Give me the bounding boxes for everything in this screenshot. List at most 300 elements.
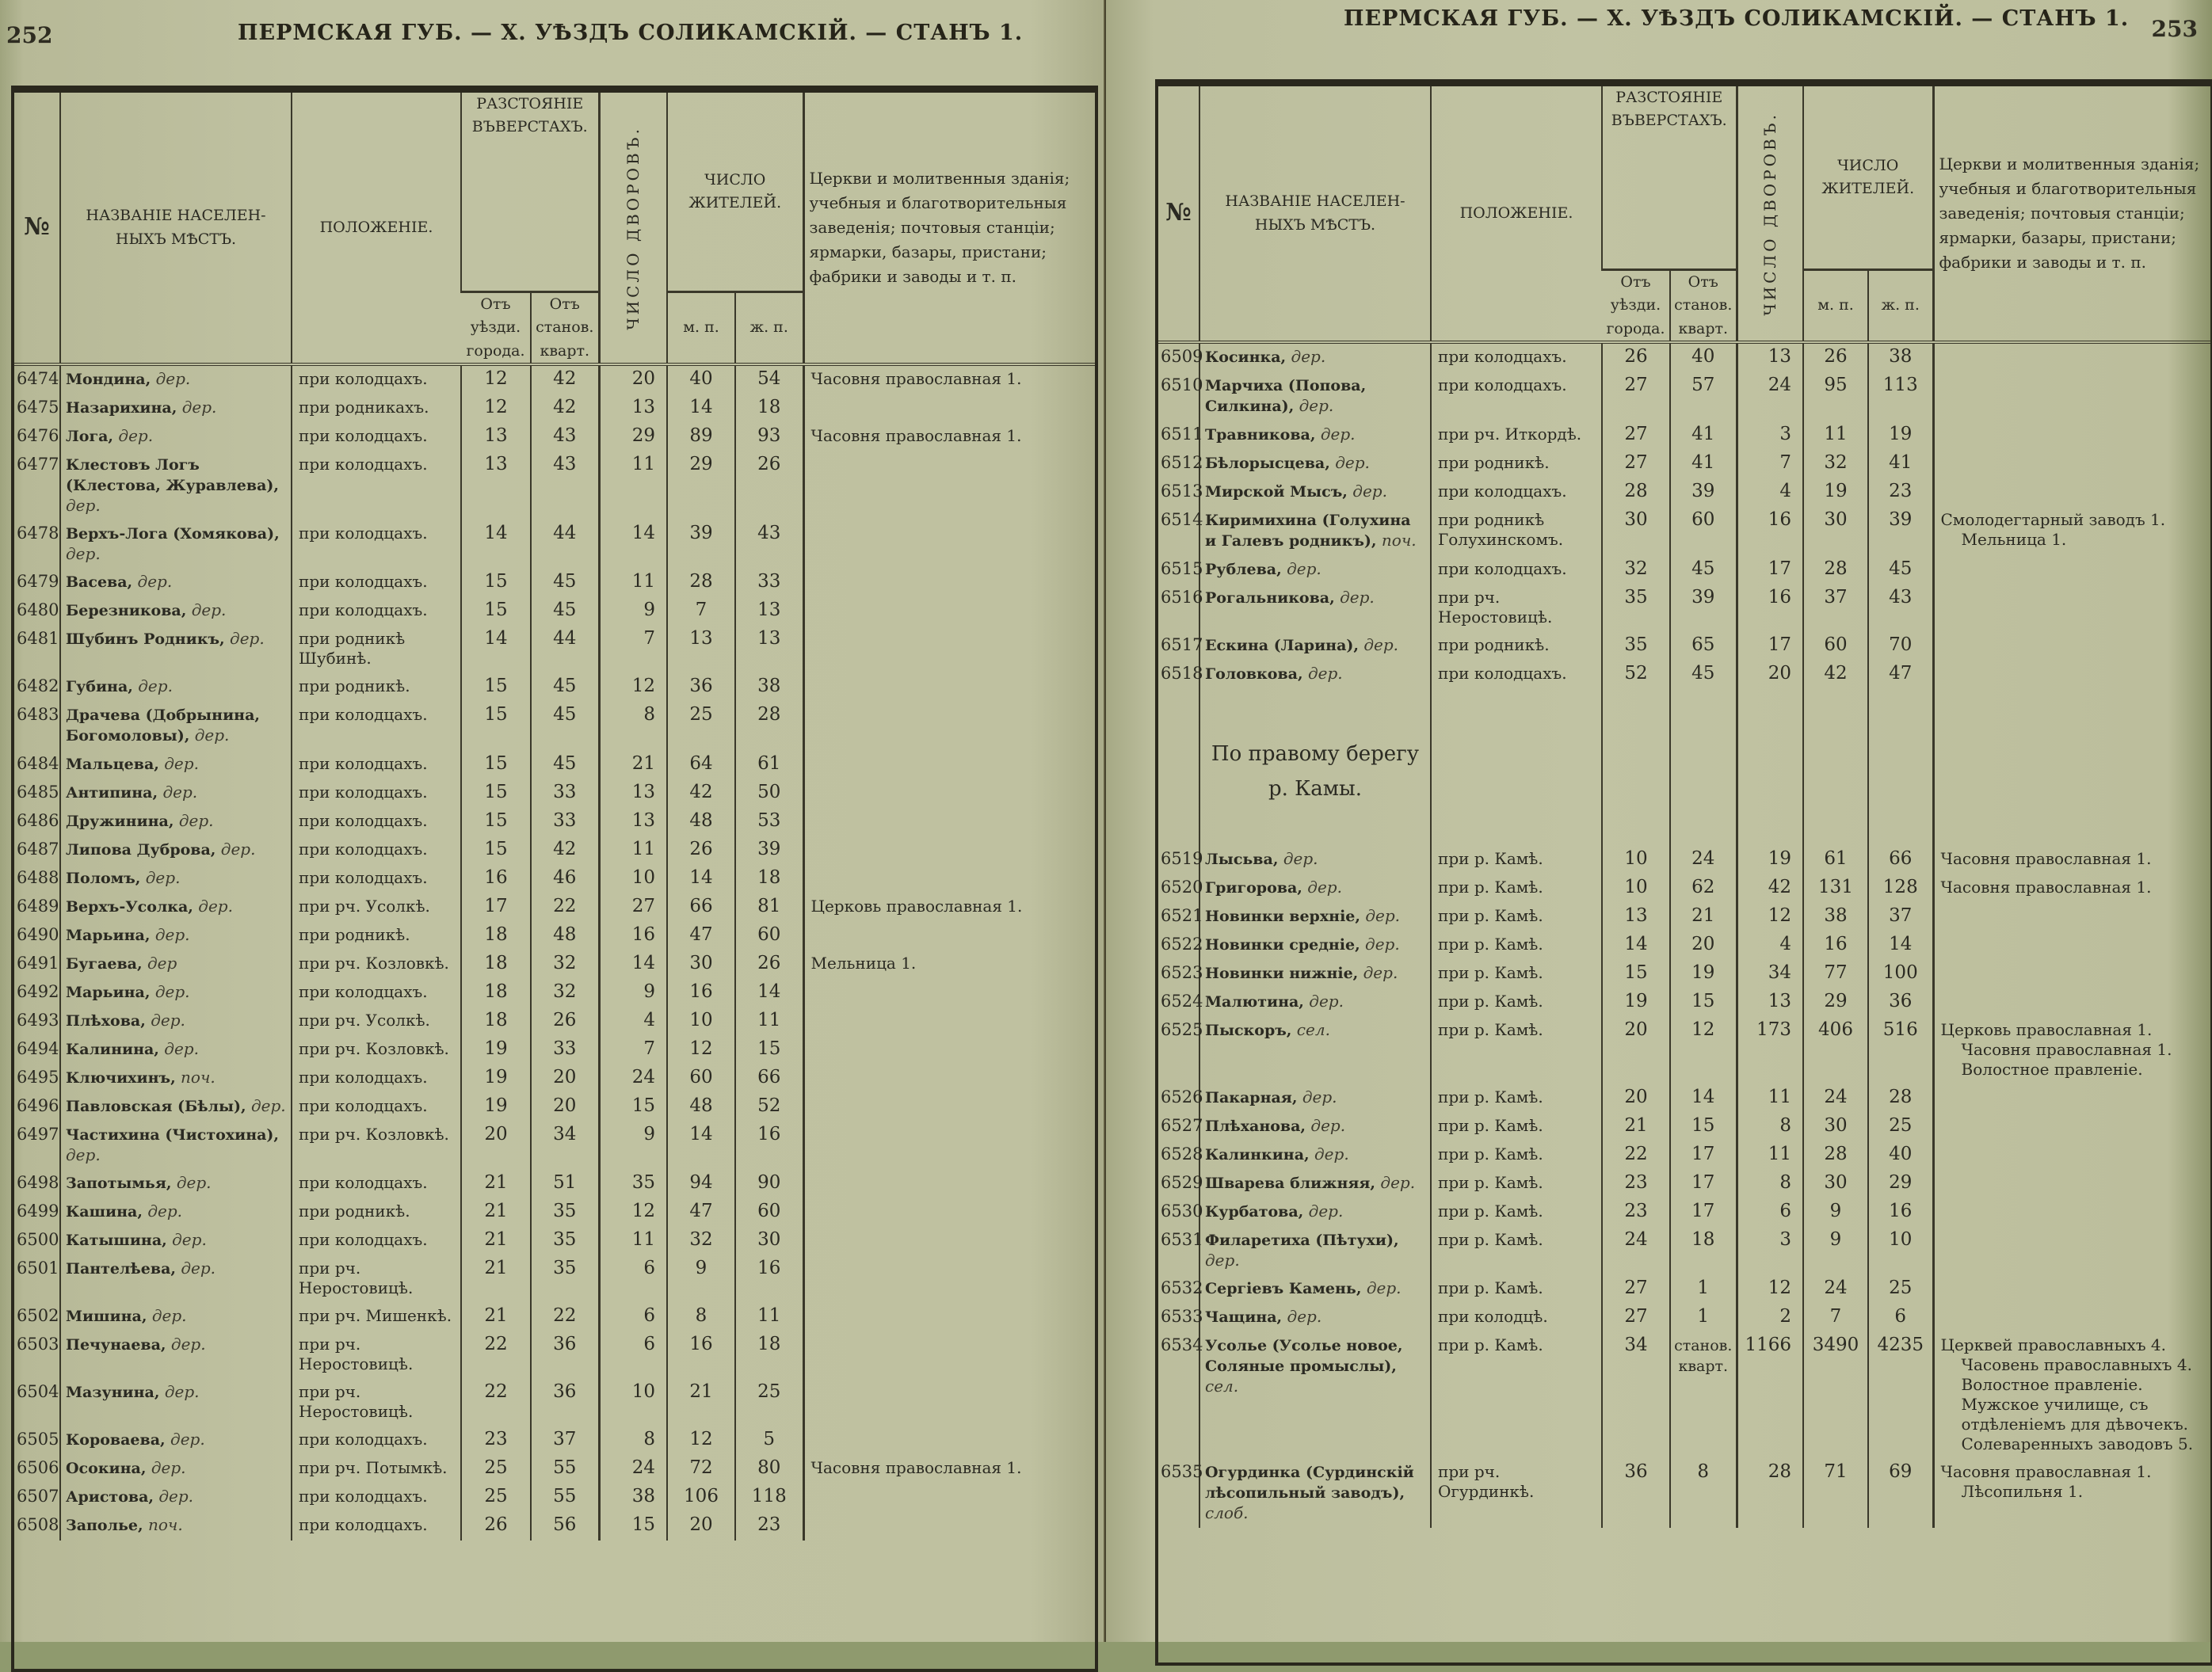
position: при рч. Неростовицѣ. [292,1379,461,1426]
settlement-type: дер. [164,1039,199,1059]
notes-cell [803,394,1095,423]
table-row [1158,585,2210,632]
notes-cell [1933,450,2210,478]
households-count: 11 [1737,1084,1803,1113]
households-count: 16 [599,922,667,950]
position: при колодцахъ. [292,597,461,626]
distance-from-stan: 56 [531,1512,599,1541]
distance-from-town: 19 [461,1065,531,1093]
notes-cell [803,1170,1095,1198]
settlement-name-cell [1199,342,1431,372]
row-number: 6533 [1161,1307,1203,1327]
distance-from-stan: 43 [531,423,599,451]
settlement-name: Ескина (Ларина), [1205,637,1359,655]
settlement-type: дер. [1363,635,1399,655]
settlement-name: Дружинина, [66,813,174,831]
distance-from-stan: 17 [1670,1141,1737,1170]
settlement-name-cell [60,569,292,597]
table-row [1158,556,2210,585]
settlement-name: Новинки верхніе, [1205,908,1360,926]
row-number: 6474 [17,369,59,389]
table-row [14,1379,1095,1426]
households-count: 10 [599,865,667,893]
notes-cell [803,1198,1095,1227]
households-count: 35 [599,1170,667,1198]
position: при колодцахъ. [1431,342,1602,372]
settlement-type: дер. [1310,1116,1346,1136]
notes-cell [803,950,1095,979]
male-count: 61 [1803,846,1868,874]
row-number: 6482 [17,676,59,696]
settlement-name: Марчиха (Попова, Силкина), [1205,377,1367,416]
row-number: 6530 [1161,1202,1203,1221]
row-number: 6509 [1161,347,1203,367]
settlement-type: дер. [191,600,227,620]
households-count: 7 [599,626,667,673]
table-row [14,1483,1095,1512]
female-count: 11 [735,1303,803,1331]
settlement-name-cell [60,1227,292,1255]
female-count: 70 [1868,632,1933,661]
position: при родникѣ. [292,1198,461,1227]
note-line: Церковь православная 1. [810,897,1023,916]
position: при колодцѣ. [1431,1304,1602,1332]
households-count: 16 [1737,585,1803,632]
distance-from-town: 18 [461,922,531,950]
right-page [1106,0,2212,1642]
distance-from-stan: 65 [1670,632,1737,661]
male-count: 14 [667,865,735,893]
settlement-name-cell [60,364,292,394]
female-count: 66 [1868,846,1933,874]
female-count: 28 [735,702,803,751]
settlement-name-cell [60,751,292,779]
distance-from-town: 10 [1602,846,1670,874]
distance-from-stan: 44 [531,626,599,673]
empty-cell [1670,689,1737,846]
notes-cell [803,922,1095,950]
female-count: 118 [735,1483,803,1512]
position: при колодцахъ. [292,451,461,520]
distance-from-stan: 36 [531,1379,599,1426]
distance-from-stan: 45 [1670,661,1737,689]
settlement-name-cell [60,702,292,751]
distance-from-town: 20 [1602,1084,1670,1113]
position: при колодцахъ. [292,364,461,394]
female-count: 81 [735,893,803,922]
settlement-type: дер. [151,1458,186,1478]
settlement-type: дер. [138,676,173,696]
running-head: ПЕРМСКАЯ ГУБ. — X. УѢЗДЪ СОЛИКАМСКІЙ. — СТАНЪ 1. [238,21,1024,45]
settlement-name-cell [60,673,292,702]
settlement-name: Плѣханова, [1205,1118,1306,1136]
row-number: 6518 [1161,664,1203,684]
settlement-type: дер. [1365,906,1401,926]
notes-cell [803,865,1095,893]
settlement-type: дер. [1380,1173,1416,1193]
settlement-type: поч. [181,1068,215,1087]
female-count: 43 [1868,585,1933,632]
table-row [1158,1304,2210,1332]
female-count: 16 [735,1255,803,1303]
female-count: 16 [1868,1198,1933,1227]
distance-from-town: 22 [461,1331,531,1379]
row-number: 6485 [17,783,59,802]
male-count: 28 [667,569,735,597]
distance-from-stan: 43 [531,451,599,520]
table-row [14,950,1095,979]
distance-from-stan: 45 [531,569,599,597]
female-count: 54 [735,364,803,394]
households-count: 15 [599,1512,667,1541]
table-row [1158,507,2210,556]
households-count: 34 [1737,960,1803,988]
header-notes: Церкви и молитвенныя зданія; учебныя и благотворительныя заведенія; почтовыя станціи; ярмарки, базары, пристани; фабрики и заводы и т. п. [1933,86,2210,342]
position: при колодцахъ. [292,423,461,451]
households-count: 28 [1737,1459,1803,1528]
notes-cell [803,1512,1095,1541]
settlement-name: Калинина, [66,1041,159,1059]
header-distance: РАЗСТОЯНІЕ ВЪВЕРСТАХЪ. [461,93,599,292]
distance-from-stan: 18 [1670,1227,1737,1275]
distance-from-stan: 42 [531,364,599,394]
settlement-type: дер. [1299,396,1334,416]
settlement-name-cell [60,1379,292,1426]
row-number: 6531 [1161,1230,1203,1250]
distance-from-town: 17 [461,893,531,922]
settlement-name-cell [1199,1227,1431,1275]
table-body-left [14,364,1095,1541]
male-count: 406 [1803,1017,1868,1084]
settlement-type: дер. [147,1202,182,1221]
notes-cell [1933,585,2210,632]
male-count: 64 [667,751,735,779]
distance-from-stan: 22 [531,893,599,922]
settlement-name: Печунаева, [66,1336,166,1354]
distance-from-town: 23 [461,1426,531,1455]
settlement-name-cell [60,1122,292,1170]
male-count: 12 [667,1426,735,1455]
table-row [14,1455,1095,1483]
row-number: 6477 [17,455,59,474]
notes-cell [1933,1113,2210,1141]
settlement-name: Лога, [66,428,114,446]
header-dist-town: Отъ уѣзди. города. [461,292,531,365]
settlement-type: дер. [1283,849,1318,869]
position: при рч. Усолкѣ. [292,1007,461,1036]
distance-from-town: 13 [1602,903,1670,931]
settlement-name: Головкова, [1205,665,1303,684]
male-count: 37 [1803,585,1868,632]
settlement-name-cell [1199,1170,1431,1198]
position: при колодцахъ. [292,779,461,808]
notes-cell [803,451,1095,520]
female-count: 43 [735,520,803,569]
position: при колодцахъ. [292,1093,461,1122]
settlement-name: Запотымья, [66,1175,172,1193]
distance-from-town: 15 [461,751,531,779]
male-count: 28 [1803,556,1868,585]
row-number: 6528 [1161,1145,1203,1164]
distance-from-stan: 32 [531,950,599,979]
header-number: № [1158,86,1199,342]
distance-from-town: 34 [1602,1332,1670,1459]
row-number: 6513 [1161,482,1203,501]
distance-from-stan: 20 [531,1065,599,1093]
table-row [14,626,1095,673]
table-header [14,93,1095,364]
table-row [14,751,1095,779]
header-notes: Церкви и молитвенныя зданія; учебныя и благотворительныя заведенія; почтовыя станціи; ярмарки, базары, пристани; фабрики и заводы и т. п. [803,93,1095,364]
settlement-name: Пыскоръ, [1205,1022,1292,1040]
table-row [1158,1084,2210,1113]
table-row [14,597,1095,626]
settlement-name: Ключихинъ, [66,1069,176,1087]
distance-from-town: 52 [1602,661,1670,689]
note-line: Мельница 1. [1961,530,2067,550]
header-position: ПОЛОЖЕНІЕ. [1431,86,1602,342]
households-count: 4 [1737,931,1803,960]
settlement-type: дер. [1365,935,1400,954]
row-number: 6520 [1161,878,1203,897]
male-count: 47 [667,1198,735,1227]
notes-cell [803,893,1095,922]
section-heading-row [1158,689,2210,846]
settlement-name-cell [1199,450,1431,478]
settlement-type: дер. [220,840,256,859]
households-count: 11 [599,569,667,597]
position: при родникѣ. [1431,632,1602,661]
row-number: 6481 [17,629,59,649]
row-number: 6483 [17,705,59,725]
settlement-name: Новинки средніе, [1205,936,1360,954]
male-count: 9 [1803,1227,1868,1275]
settlement-name: Косинка, [1205,348,1287,367]
position: при рч. Огурдинкѣ. [1431,1459,1602,1528]
distance-from-town: 21 [461,1198,531,1227]
table-row [14,893,1095,922]
table-row [14,865,1095,893]
female-count: 93 [735,423,803,451]
row-number: 6519 [1161,849,1203,869]
female-count: 100 [1868,960,1933,988]
table-row [1158,1332,2210,1459]
notes-cell [1933,1017,2210,1084]
male-count: 72 [667,1455,735,1483]
distance-from-town: 15 [461,597,531,626]
female-count: 26 [735,451,803,520]
notes-cell [1933,1141,2210,1170]
settlement-name: Калинкина, [1205,1146,1310,1164]
distance-from-town: 22 [1602,1141,1670,1170]
settlement-type: дер. [1335,453,1370,473]
female-count: 113 [1868,372,1933,421]
notes-cell [803,808,1095,836]
households-count: 42 [1737,874,1803,903]
female-count: 39 [1868,507,1933,556]
settlement-name: Липова Дуброва, [66,841,216,859]
settlement-type: дер. [170,1335,206,1354]
row-number: 6517 [1161,635,1203,655]
households-count: 7 [1737,450,1803,478]
notes-cell [803,1122,1095,1170]
settlement-name: Березникова, [66,602,187,620]
notes-cell [803,520,1095,569]
position: при колодцахъ. [292,1483,461,1512]
settlement-name-cell [60,1170,292,1198]
female-count: 69 [1868,1459,1933,1528]
households-count: 13 [599,808,667,836]
table-row [14,1170,1095,1198]
table-row [14,1198,1095,1227]
row-number: 6516 [1161,588,1203,607]
female-count: 52 [735,1093,803,1122]
households-count: 13 [599,779,667,808]
distance-from-stan: 36 [531,1331,599,1379]
settlement-name-cell [60,950,292,979]
households-count: 4 [599,1007,667,1036]
notes-cell [803,836,1095,865]
position: при колодцахъ. [292,1512,461,1541]
notes-cell [1933,507,2210,556]
distance-from-town: 15 [461,836,531,865]
distance-from-town: 21 [461,1303,531,1331]
distance-from-town: 20 [1602,1017,1670,1084]
row-number: 6484 [17,754,59,774]
male-count: 19 [1803,478,1868,507]
distance-from-stan: 45 [531,673,599,702]
note-line: Часовня православная 1. [810,1458,1022,1478]
table-row [1158,450,2210,478]
position: при рч. Козловкѣ. [292,1122,461,1170]
notes-cell [1933,661,2210,689]
position: при родникѣ Шубинѣ. [292,626,461,673]
table-row [14,520,1095,569]
settlement-name-cell [1199,1198,1431,1227]
distance-from-town: 36 [1602,1459,1670,1528]
settlement-name-cell [60,893,292,922]
empty-cell [1933,689,2210,846]
households-count: 24 [599,1455,667,1483]
households-count: 17 [1737,556,1803,585]
settlement-type: дер. [1287,559,1321,579]
distance-from-town: 15 [461,779,531,808]
notes-cell [1933,988,2210,1017]
settlement-type: дер. [1314,1145,1349,1164]
row-number: 6512 [1161,453,1203,473]
position: при колодцахъ. [292,520,461,569]
header-households-label: ЧИСЛО ДВОРОВЪ. [1760,111,1779,316]
position: при рч. Неростовицѣ. [292,1331,461,1379]
settlement-name-cell [1199,1304,1431,1332]
row-number: 6523 [1161,963,1203,983]
position: при колодцахъ. [1431,478,1602,507]
header-number: № [14,93,60,364]
position: при колодцахъ. [292,808,461,836]
header-distance: РАЗСТОЯНІЕ ВЪВЕРСТАХЪ. [1602,86,1737,270]
male-count: 24 [1803,1275,1868,1304]
households-count: 14 [599,950,667,979]
position: при рч. Потымкѣ. [292,1455,461,1483]
notes-cell [1933,1198,2210,1227]
male-count: 71 [1803,1459,1868,1528]
households-count: 24 [1737,372,1803,421]
position: при р. Камѣ. [1431,1084,1602,1113]
distance-from-town: 23 [1602,1170,1670,1198]
settlement-type: сел. [1296,1020,1330,1040]
notes-cell [1933,372,2210,421]
notes-cell [1933,632,2210,661]
row-number: 6498 [17,1173,59,1193]
male-count: 16 [1803,931,1868,960]
notes-cell [1933,960,2210,988]
male-count: 42 [1803,661,1868,689]
male-count: 60 [1803,632,1868,661]
row-number: 6526 [1161,1087,1203,1107]
page-number: 253 [2151,16,2198,42]
position: при родникахъ. [292,394,461,423]
distance-from-town: 13 [461,451,531,520]
distance-from-stan: 8 [1670,1459,1737,1528]
table-row [1158,1141,2210,1170]
row-number: 6514 [1161,510,1203,530]
households-count: 4 [1737,478,1803,507]
female-count: 90 [735,1170,803,1198]
settlement-name: Рогальникова, [1205,589,1335,607]
male-count: 48 [667,1093,735,1122]
settlement-name-cell [1199,507,1431,556]
table-row [1158,1170,2210,1198]
female-count: 29 [1868,1170,1933,1198]
households-count: 20 [599,364,667,394]
households-count: 10 [599,1379,667,1426]
table-row [14,1122,1095,1170]
position: при родникѣ. [292,922,461,950]
female-count: 14 [1868,931,1933,960]
settlement-type: дер. [1340,588,1375,607]
position: при р. Камѣ. [1431,1275,1602,1304]
position: при колодцахъ. [292,751,461,779]
households-count: 9 [599,1122,667,1170]
settlement-name-cell [1199,585,1431,632]
settlement-type: дер. [66,544,101,564]
male-count: 30 [1803,1113,1868,1141]
settlement-type: дер. [1309,992,1344,1011]
settlement-name-cell [60,520,292,569]
notes-cell [1933,342,2210,372]
settlements-table-right [1155,79,2212,1666]
female-count: 38 [1868,342,1933,372]
households-count: 173 [1737,1017,1803,1084]
settlement-name-cell [1199,931,1431,960]
settlement-name: Осокина, [66,1460,147,1478]
notes-cell [1933,1304,2210,1332]
settlement-name-cell [60,1426,292,1455]
settlement-type: дер [147,954,177,973]
settlement-name-cell [60,979,292,1007]
male-count: 89 [667,423,735,451]
male-count: 32 [667,1227,735,1255]
position: при колодцахъ. [292,569,461,597]
notes-cell [1933,421,2210,450]
note-line: Лѣсопильня 1. [1961,1482,2084,1502]
female-count: 23 [1868,478,1933,507]
distance-from-stan: 57 [1670,372,1737,421]
households-count: 21 [599,751,667,779]
settlement-name-cell [1199,1017,1431,1084]
settlement-name-cell [60,836,292,865]
settlement-type: дер. [181,1259,216,1278]
